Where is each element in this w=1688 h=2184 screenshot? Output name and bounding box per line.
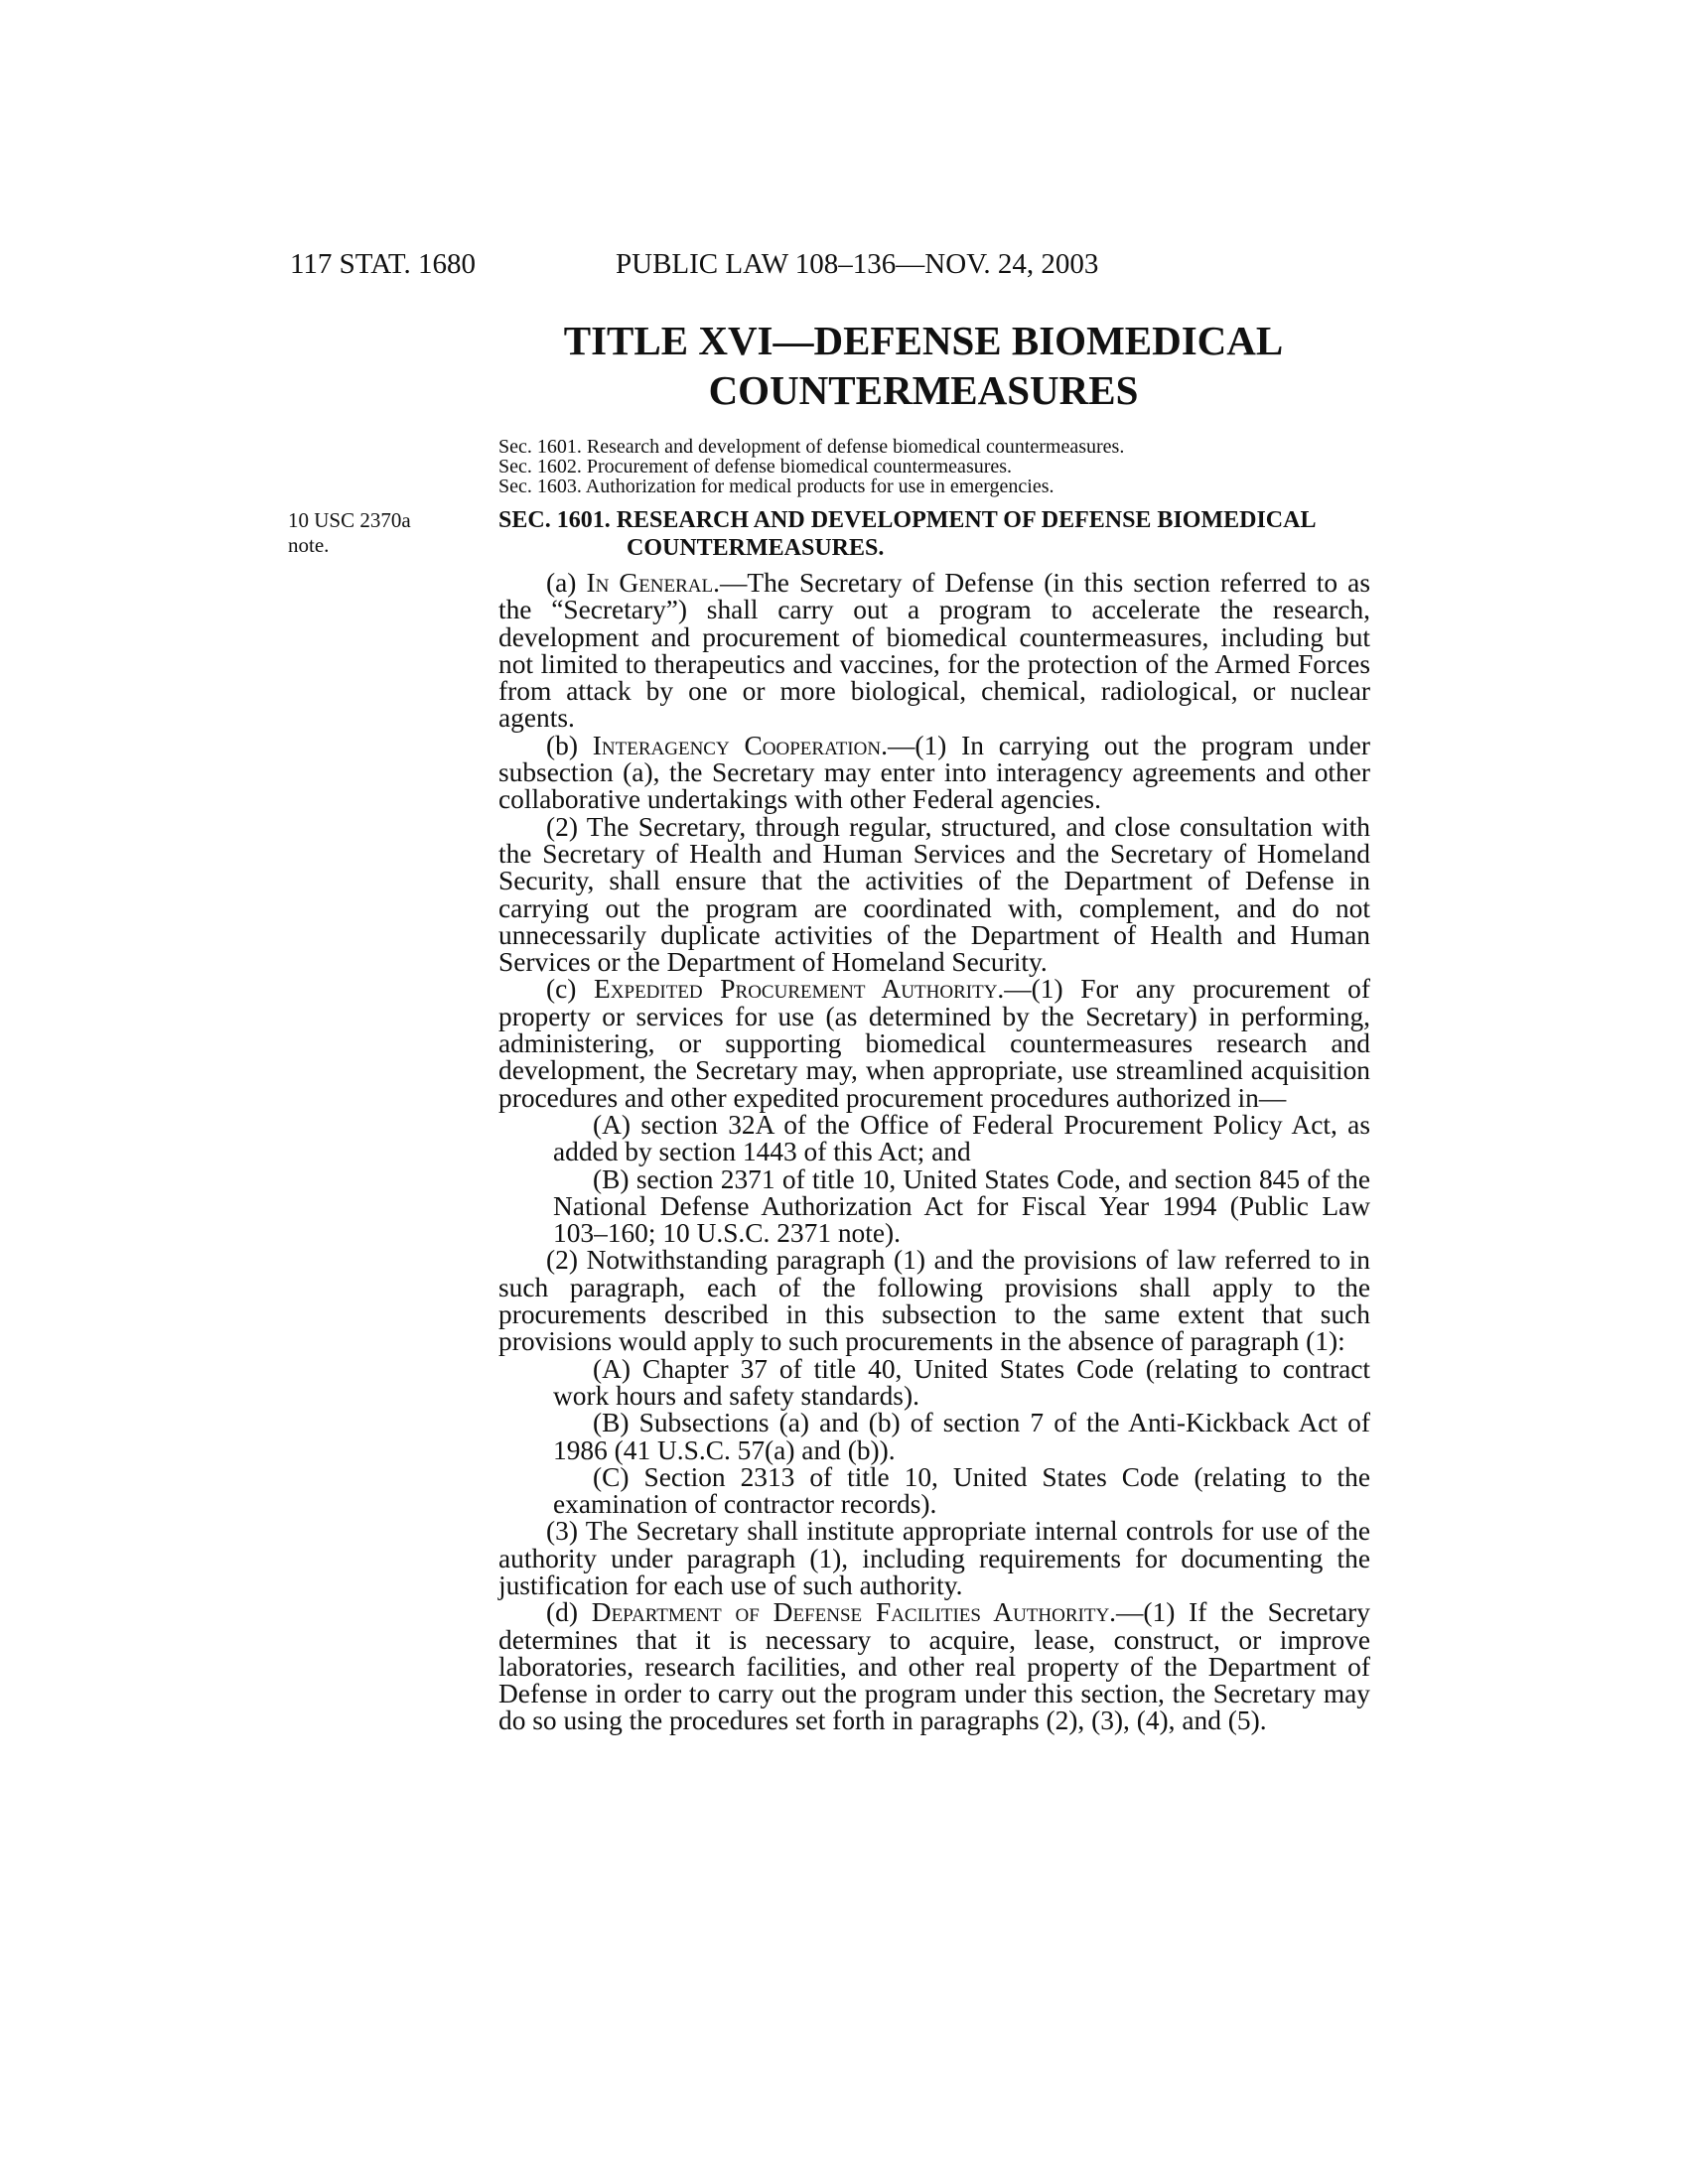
paragraph-b [498,730,1370,815]
paragraph-d-lead: (d) [546,1597,578,1628]
paragraph-a-text: —The Secretary of Defense (in this section referred to as the “Secretary”) shall carry out a program to accelerate the research, development and procurement of biomedical countermeasures, including but not limited to therapeutics and vaccines, for the protection of the Armed Forces from attack by one or more biological, chemical, radiological, or nuclear agents. [498,568,1370,734]
paragraph-b-text: —(1) In carrying out the program under subsection (a), the Secretary may enter into interagency agreements and other collaborative undertakings with other Federal agencies. [498,730,1370,815]
toc-item-1601: Sec. 1601. Research and development of defense biomedical countermeasures. [498,436,1125,458]
title-line-2: COUNTERMEASURES [708,367,1139,413]
paragraph-c [498,976,1370,1111]
table-of-contents [498,437,1372,496]
paragraph-a [498,570,1370,733]
margin-note-line-2: note. [288,533,330,557]
paragraph-b-heading: Interagency Cooperation. [592,730,888,760]
statute-page-number: 117 STAT. 1680 [290,248,476,280]
paragraph-b2: (2) The Secretary, through regular, structured, and close consultation with the Secretary of Health and Human Services and the Secretary of Homeland Security, shall ensure that the activities of the Department of Defense in carrying out the program are coordinated with, complement, and do not unnecessarily duplicate activities of the Department of Health and Human Services or the Department of Homeland Security. [498,811,1370,978]
paragraph-d [498,1599,1370,1734]
subparagraph-c1a: (A) section 32A of the Office of Federal Procurement Policy Act, as added by section 1443 of this Act; and [553,1109,1370,1167]
paragraph-c-heading: Expedited Procurement Authority. [594,974,1005,1005]
subparagraph-c2b: (B) Subsections (a) and (b) of section 7 of the Anti-Kickback Act of 1986 (41 U.S.C. 57(a) and (b)). [553,1408,1370,1465]
paragraph-b-lead: (b) [546,730,578,760]
section-heading-line-1: SEC. 1601. RESEARCH AND DEVELOPMENT OF DEFENSE BIOMEDICAL [498,507,1317,533]
paragraph-a-lead: (a) [546,568,577,598]
toc-item-1602: Sec. 1602. Procurement of defense biomedical countermeasures. [498,456,1013,478]
subparagraph-c1b: (B) section 2371 of title 10, United States Code, and section 845 of the National Defense Authorization Act for Fiscal Year 1994 (Public Law 103–160; 10 U.S.C. 2371 note). [553,1163,1370,1249]
paragraph-c2: (2) Notwithstanding paragraph (1) and the provisions of law referred to in such paragraph, each of the following provisions shall apply to the procurements described in this subsection to the same extent that such provisions would apply to such procurements in the absence of paragraph (1): [498,1245,1370,1357]
margin-note [288,508,477,558]
paragraph-c-lead: (c) [546,974,577,1005]
paragraph-c3: (3) The Secretary shall institute appropriate internal controls for use of the authority under paragraph (1), including requirements for documenting the justification for each use of such authority. [498,1516,1370,1600]
subparagraph-c2c: (C) Section 2313 of title 10, United States Code (relating to the examination of contractor records). [553,1461,1370,1520]
toc-item-1603: Sec. 1603. Authorization for medical products for use in emergencies. [498,476,1055,497]
paragraph-d-text: —(1) If the Secretary determines that it is necessary to acquire, lease, construct, or improve laboratories, research facilities, and other real property of the Department of Defense in order to carry out the program under this section, the Secretary may do so using the procedures set forth in paragraphs (2), (3), (4), and (5). [498,1597,1370,1736]
margin-note-line-1: 10 USC 2370a [288,508,411,532]
public-law-citation: PUBLIC LAW 108–136—NOV. 24, 2003 [616,248,1099,280]
paragraph-a-heading: In General. [586,568,720,598]
section-heading [498,506,1372,562]
section-body [498,570,1370,1735]
paragraph-c-text: —(1) For any procurement of property or services for use (as determined by the Secretary) in performing, administering, or supporting biomedical countermeasures research and development, the Secretary may, when appropriate, use streamlined acquisition procedures and other expedited procurement procedures authorized in— [498,974,1370,1113]
subparagraph-c2a: (A) Chapter 37 of title 40, United States Code (relating to contract work hours and safety standards). [553,1353,1370,1411]
title-line-1: TITLE XVI—DEFENSE BIOMEDICAL [563,318,1284,363]
paragraph-d-heading: Department of Defense Facilities Authority. [591,1597,1117,1628]
section-heading-line-2: COUNTERMEASURES. [627,535,885,561]
page-header [0,248,1688,288]
title-heading [477,316,1370,415]
